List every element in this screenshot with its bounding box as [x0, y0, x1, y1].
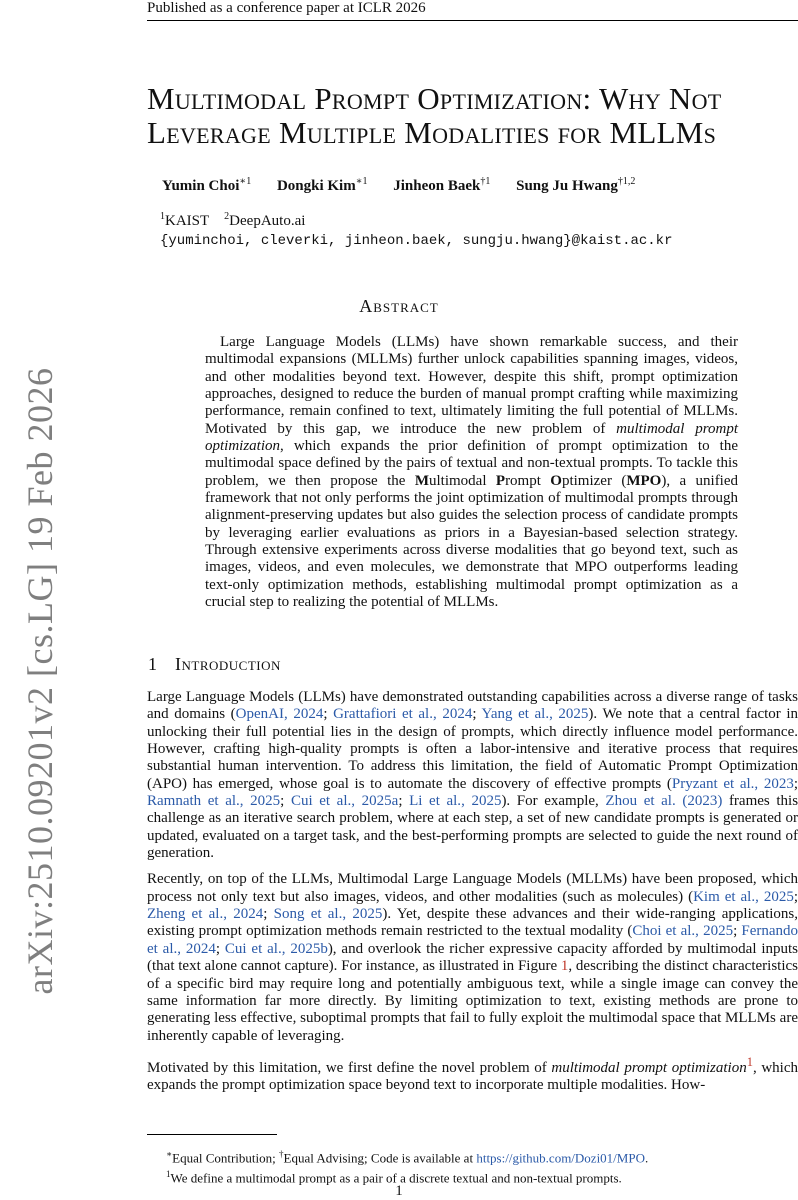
footnote-rule	[147, 1134, 277, 1135]
citation-link[interactable]: Song et al., 2025	[273, 906, 383, 923]
affiliations: $^1$KAIST $^2$DeepAuto.ai	[160, 211, 306, 229]
footnote: ∗Equal Contribution; †Equal Advising; Code is available at https://github.com/Dozi01/MPO.	[166, 1149, 649, 1166]
citation-link[interactable]: Grattafiori et al., 2024	[333, 706, 473, 723]
author-emails: {yuminchoi, cleverki, jinheon.baek, sungju.hwang}@kaist.ac.kr	[160, 233, 673, 249]
citation-link[interactable]: Kim et al., 2025	[693, 888, 794, 905]
code-url-link[interactable]: https://github.com/Dozi01/MPO	[476, 1150, 645, 1166]
author-list	[162, 176, 657, 195]
citation-link[interactable]: Zheng et al., 2024	[147, 906, 264, 923]
citation-link[interactable]: Choi et al., 2025	[632, 923, 734, 940]
header-rule	[147, 20, 798, 21]
introduction-body	[147, 689, 798, 1104]
citation-link[interactable]: Yang et al., 2025	[481, 706, 589, 723]
arxiv-stamp: arXiv:2510.09201v2 [cs.LG] 19 Feb 2026	[20, 367, 60, 995]
author: Yumin Choi$^{∗1}$	[162, 176, 252, 194]
citation-link[interactable]: OpenAI, 2024	[235, 706, 324, 723]
author: Sung Ju Hwang$^{\dagger 1,2}$	[516, 176, 636, 194]
title-line-1: Multimodal Prompt Optimization: Why Not	[147, 81, 722, 116]
citation-link[interactable]: Zhou et al. (2023)	[605, 793, 723, 810]
citation-link[interactable]: Pryzant et al., 2023	[671, 775, 794, 792]
paragraph: Recently, on top of the LLMs, Multimodal Large Language Models (MLLMs) have been proposed, which process not only text but also images, videos, and other modalities (such as molecules) (Kim et al., 2025; Zheng et al., 2024; Song et al., 2025). Yet, despite these advances and their wide-ranging applications, existing prompt optimization methods remain restricted to the textual modality (Choi et al., 2025; Fernando et al., 2024; Cui et al., 2025b), and overlook the richer expressive capacity afforded by multimodal inputs (that text alone cannot capture). For instance, as illustrated in Figure 1, describing the distinct characteristics of a specific bird may require long and potentially ambiguous text, while a single image can convey the same information far more directly. By limiting optimization to text, existing methods are prone to generating less effective, suboptimal prompts that fail to fully exploit the multimodal space that MLLMs are inherently capable of leveraging.	[147, 871, 798, 1044]
footnotes	[166, 1146, 786, 1187]
footnote: $^1$We define a multimodal prompt as a pair of a discrete textual and non-textual prompts.	[166, 1169, 622, 1186]
title-line-2: Leverage Multiple Modalities for MLLMs	[147, 115, 717, 150]
author: Dongki Kim$^{∗1}$	[276, 176, 368, 194]
citation-link[interactable]: Li et al., 2025	[409, 793, 502, 810]
paper-title	[147, 82, 787, 150]
footnote-ref-link[interactable]: 1	[746, 1054, 753, 1069]
author: Jinheon Baek$^{\dagger 1}$	[393, 176, 491, 194]
citation-link[interactable]: Fernando et al., 2024	[147, 923, 798, 957]
abstract-heading: Abstract	[359, 296, 439, 316]
page-number: 1	[395, 1183, 403, 1199]
paragraph: Motivated by this limitation, we first define the novel problem of multimodal prompt optimization$^1$, which expands the prompt optimization space beyond text to incorporate multiple modalities. How-	[147, 1054, 798, 1094]
paragraph: Large Language Models (LLMs) have demonstrated outstanding capabilities across a diverse range of tasks and domains (OpenAI, 2024; Grattafiori et al., 2024; Yang et al., 2025). We note that a central factor in unlocking their full potential lies in the design of prompts, which directly influence model performance. However, crafting high-quality prompts is often a labor-intensive and iterative process that requires substantial human intervention. To address this limitation, the field of Automatic Prompt Optimization (APO) has emerged, whose goal is to automate the discovery of effective prompts (Pryzant et al., 2023; Ramnath et al., 2025; Cui et al., 2025a; Li et al., 2025). For example, Zhou et al. (2023) frames this challenge as an iterative search problem, where at each step, a set of new candidate prompts is generated or updated, evaluated on a target task, and the best-performing prompts are selected to guide the next round of generation.	[147, 689, 798, 862]
citation-link[interactable]: Ramnath et al., 2025	[147, 793, 281, 810]
running-header: Published as a conference paper at ICLR 2026	[147, 0, 426, 16]
abstract-body: Large Language Models (LLMs) have shown remarkable success, and their multimodal expansions (MLLMs) further unlock capabilities spanning images, videos, and other modalities beyond text. However, despite this shift, prompt optimization approaches, designed to reduce the burden of manual prompt crafting while maximizing performance, remain confined to text, ultimately limiting the full potential of MLLMs. Motivated by this gap, we introduce the new problem of multimodal prompt optimization, which expands the prior definition of prompt optimization to the multimodal space defined by the pairs of textual and non-textual prompts. To tackle this problem, we then propose the Multimodal Prompt Optimizer (MPO), a unified framework that not only performs the joint optimization of multimodal prompts through alignment-preserving updates but also guides the selection process of candidate prompts by leveraging earlier evaluations as priors in a Bayesian-based selection strategy. Through extensive experiments across diverse modalities that go beyond text, such as images, videos, and even molecules, we demonstrate that MPO outperforms leading text-only optimization methods, establishing multimodal prompt optimization as a crucial step to realizing the potential of MLLMs.	[205, 334, 739, 611]
citation-link[interactable]: Cui et al., 2025a	[290, 793, 399, 810]
figure-ref-link[interactable]: 1	[560, 958, 569, 975]
citation-link[interactable]: Cui et al., 2025b	[224, 940, 328, 957]
section-heading: 1 Introduction	[148, 654, 281, 674]
